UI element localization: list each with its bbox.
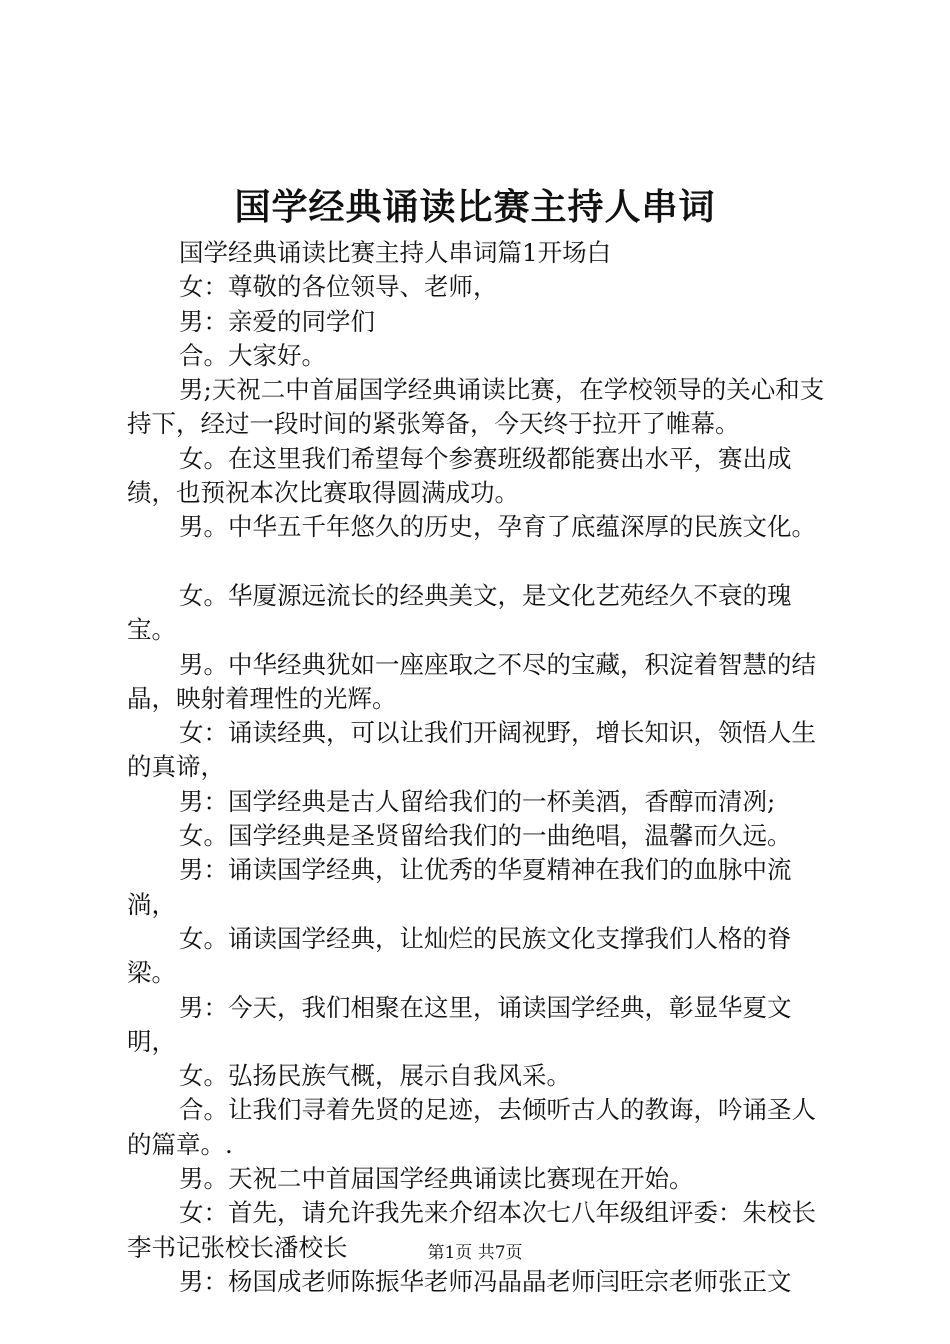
paragraph: 男：诵读国学经典，让优秀的华夏精神在我们的血脉中流淌，: [127, 855, 792, 919]
paragraph: 合。让我们寻着先贤的足迹，去倾听古人的教诲，吟诵圣人的篇章。.: [127, 1095, 816, 1159]
paragraph: 男。中华经典犹如一座座取之不尽的宝藏，积淀着智慧的结晶，映射着理性的光辉。: [127, 649, 816, 713]
paragraph: 男：杨国成老师陈振华老师冯晶晶老师闫旺宗老师张正文: [179, 1266, 792, 1296]
paragraph: 合。大家好。: [179, 340, 326, 370]
paragraph: 女：首先，请允许我先来介绍本次七八年级组评委：朱校长李书记张校长潘校长: [127, 1198, 816, 1262]
paragraph: 国学经典诵读比赛主持人串词篇1开场白: [179, 238, 612, 267]
paragraph: 女。诵读国学经典，让灿烂的民族文化支撑我们人格的脊梁。: [127, 923, 792, 988]
paragraph: 男。天祝二中首届国学经典诵读比赛现在开始。: [179, 1164, 694, 1194]
page-number-footer: 第1页 共7页: [427, 1243, 523, 1263]
blank-line: [127, 545, 839, 579]
paragraph: 女。弘扬民族气概，展示自我风采。: [179, 1061, 571, 1091]
document-body: [127, 236, 839, 1299]
paragraph: 女。在这里我们希望每个参赛班级都能赛出水平，赛出成绩，也预祝本次比赛取得圆满成功。: [127, 443, 792, 508]
paragraph: 女。华厦源远流长的经典美文，是文化艺苑经久不衰的瑰宝。: [127, 580, 792, 645]
paragraph: 女。国学经典是圣贤留给我们的一曲绝唱，温馨而久远。: [179, 821, 792, 851]
document-title: 国学经典诵读比赛主持人串词: [234, 186, 716, 228]
paragraph: 女：尊敬的各位领导、老师，: [179, 272, 498, 302]
paragraph: 女：诵读经典，可以让我们开阔视野，增长知识，领悟人生的真谛，: [127, 718, 816, 782]
paragraph: 男：国学经典是古人留给我们的一杯美酒，香醇而清冽;: [179, 786, 776, 816]
paragraph: 男;天祝二中首届国学经典诵读比赛，在学校领导的关心和支持下，经过一段时间的紧张筹备，今天终于拉开了帷幕。: [127, 375, 825, 439]
paragraph: 男：亲爱的同学们: [179, 306, 375, 336]
paragraph: 男。中华五千年悠久的历史，孕育了底蕴深厚的民族文化。: [179, 512, 816, 542]
paragraph: 男：今天，我们相聚在这里，诵读国学经典，彰显华夏文明，: [127, 992, 792, 1056]
